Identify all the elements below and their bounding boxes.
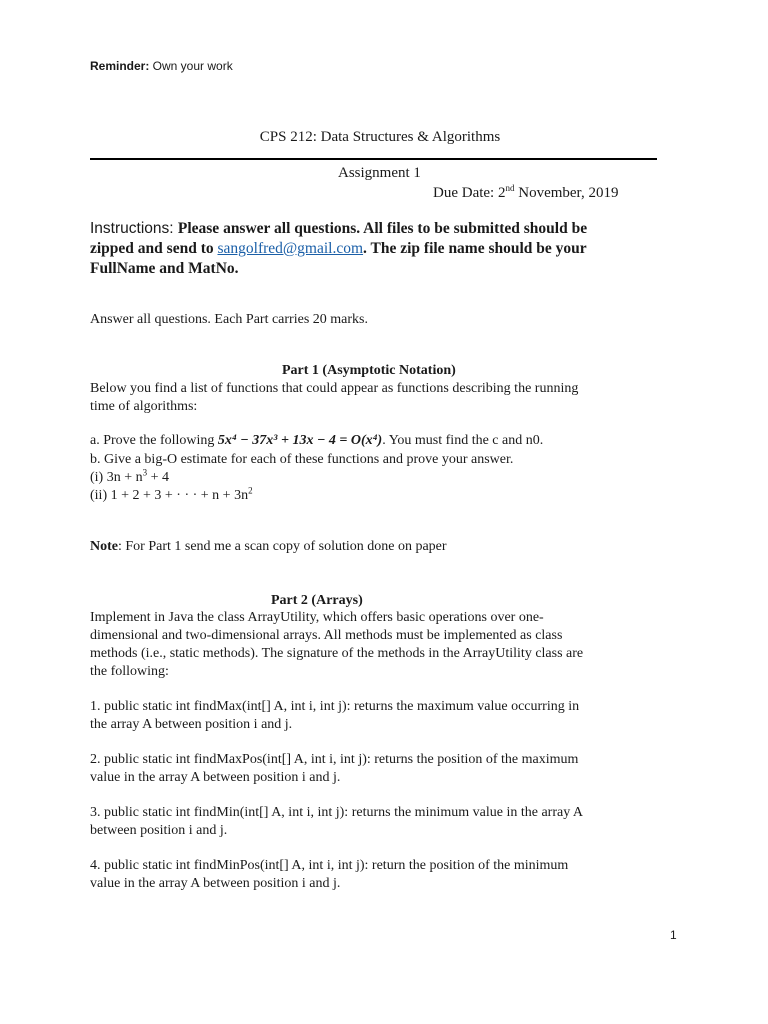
due-date-prefix: Due Date: 2	[433, 185, 506, 201]
method-2-line-2: value in the array A between position i and j.	[90, 770, 341, 785]
reminder-line	[90, 59, 233, 73]
instructions-text-4: FullName and MatNo.	[90, 260, 239, 277]
reminder-text: Own your work	[149, 59, 233, 73]
assignment-label: Assignment 1	[338, 165, 421, 181]
course-title: CPS 212: Data Structures & Algorithms	[259, 129, 501, 145]
email-link[interactable]: sangolfred@gmail.com	[217, 240, 364, 257]
part2-para-line-4: the following:	[90, 664, 169, 679]
method-3-line-2: between position i and j.	[90, 823, 228, 838]
question-a-formula: 5x⁴ − 37x³ + 13x − 4 = O(x⁴)	[217, 433, 383, 448]
method-2-line-1: 2. public static int findMaxPos(int[] A, int i, int j): returns the position of the maximum	[90, 752, 579, 767]
instructions-text-3: . The zip file name should be your	[363, 240, 587, 257]
note-text: : For Part 1 send me a scan copy of solution done on paper	[118, 539, 447, 554]
method-1-line-2: the array A between position i and j.	[90, 717, 293, 732]
item-ii-text: (ii) 1 + 2 + 3 + · · · + n + 3n	[90, 488, 249, 503]
part1-item-i	[90, 467, 170, 486]
item-i-text: (i) 3n + n	[90, 470, 143, 485]
page-number: 1	[670, 928, 677, 942]
part2-para-line-3: methods (i.e., static methods). The signature of the methods in the ArrayUtility class are	[90, 646, 584, 661]
instructions-line-1	[90, 219, 587, 239]
method-4-line-2: value in the array A between position i and j.	[90, 876, 341, 891]
title-divider	[90, 158, 657, 160]
question-a-suffix: . You must find the c and n0.	[382, 433, 544, 448]
instructions-line-3	[90, 259, 587, 279]
part2-para-line-1: Implement in Java the class ArrayUtility, which offers basic operations over one-	[90, 610, 544, 625]
item-ii-sup: 2	[248, 485, 253, 496]
reminder-label: Reminder:	[90, 59, 150, 73]
method-1-line-1: 1. public static int findMax(int[] A, int i, int j): returns the maximum value occurring in	[90, 699, 580, 714]
method-4-line-1: 4. public static int findMinPos(int[] A, int i, int j): return the position of the minimum	[90, 858, 569, 873]
method-3-line-1: 3. public static int findMin(int[] A, int i, int j): returns the minimum value in the array A	[90, 805, 584, 820]
due-date	[433, 185, 618, 202]
answer-note: Answer all questions. Each Part carries 20 marks.	[90, 312, 368, 327]
part2-heading: Part 2 (Arrays)	[271, 593, 363, 608]
part1-heading: Part 1 (Asymptotic Notation)	[282, 363, 456, 378]
instructions-block	[90, 219, 587, 279]
instructions-text-2: zipped and send to	[90, 240, 218, 257]
part2-para-line-2: dimensional and two-dimensional arrays. All methods must be implemented as class	[90, 628, 563, 643]
instructions-lead: Instructions:	[90, 220, 178, 237]
part1-question-b: b. Give a big-O estimate for each of these functions and prove your answer.	[90, 452, 514, 467]
part1-question-a	[90, 433, 543, 449]
question-a-prefix: a. Prove the following	[90, 433, 218, 448]
instructions-line-2	[90, 239, 587, 259]
part1-intro-line-2: time of algorithms:	[90, 399, 198, 414]
item-i-sup: 3	[142, 467, 148, 478]
due-date-suffix: November, 2019	[514, 185, 619, 201]
part1-note	[90, 539, 447, 555]
due-date-sup: nd	[505, 183, 515, 193]
part1-item-ii	[90, 485, 253, 504]
note-label: Note	[90, 539, 118, 554]
instructions-text-1: Please answer all questions. All files to be submitted should be	[177, 220, 588, 237]
part1-intro-line-1: Below you find a list of functions that could appear as functions describing the running	[90, 381, 579, 396]
item-i-tail: + 4	[147, 470, 170, 485]
